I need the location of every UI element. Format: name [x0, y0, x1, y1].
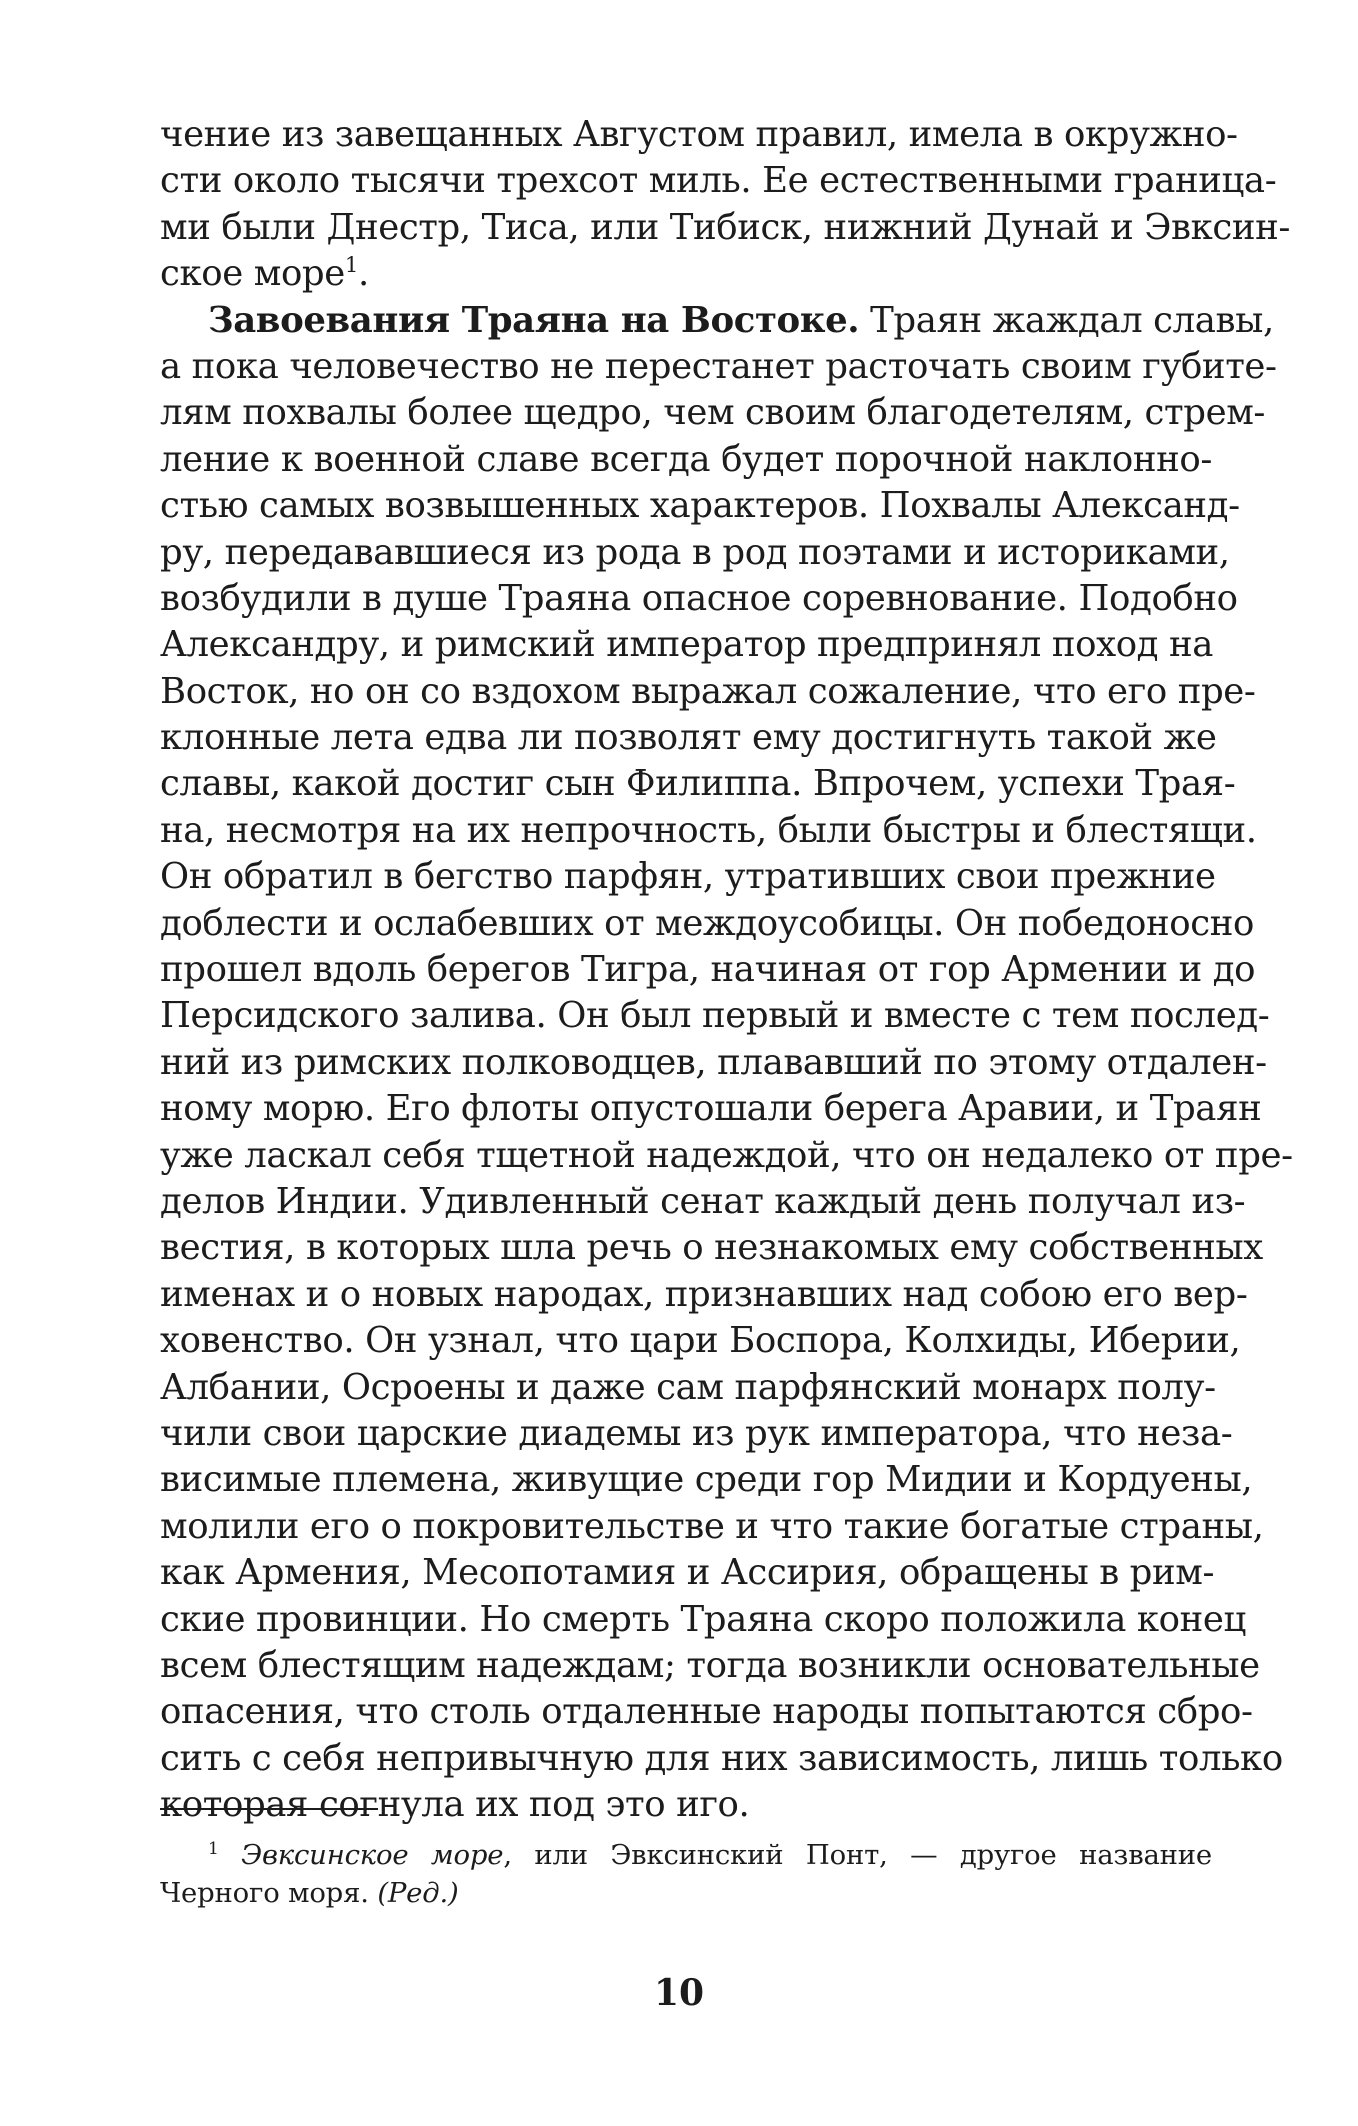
- text-line: чение из завещанных Августом правил, имела в окружно-: [160, 114, 1238, 155]
- text-line: на, несмотря на их непрочность, были быстры и блестящи.: [160, 809, 1257, 851]
- text-line: именах и о новых народах, признавших над собою его вер-: [160, 1273, 1248, 1315]
- text-line: [160, 298, 1274, 344]
- text-line: Александру, и римский император предпринял поход на: [160, 624, 1214, 666]
- footnote-term: Эвксинское море: [241, 1839, 504, 1871]
- text-line: [160, 251, 1212, 297]
- text-line: всем блестящим надеждам; тогда возникли основательные: [160, 1644, 1260, 1686]
- text-line: сить с себя непривычную для них зависимость, лишь только: [160, 1737, 1283, 1779]
- editor-note: (Ред.): [377, 1877, 459, 1909]
- text-line: сти около тысячи трехсот миль. Ее естественными граница-: [160, 160, 1277, 202]
- text-line: стью самых возвышенных характеров. Похвалы Александ-: [160, 485, 1240, 527]
- text-line: висимые племена, живущие среди гор Мидии и Кордуены,: [160, 1459, 1253, 1501]
- text-line: ские провинции. Но смерть Траяна скоро положила конец: [160, 1598, 1246, 1640]
- text-line: делов Индии. Удивленный сенат каждый день получал из-: [160, 1180, 1246, 1222]
- text-line: чили свои царские диадемы из рук императора, что неза-: [160, 1412, 1233, 1454]
- text-line: вестия, в которых шла речь о незнакомых ему собственных: [160, 1227, 1263, 1269]
- main-text: [160, 112, 1293, 1828]
- footnote-text-end: Черного моря.: [160, 1877, 378, 1909]
- paragraph-end-period: .: [358, 253, 369, 295]
- text-line: ление к военной славе всегда будет порочной наклонно-: [160, 438, 1212, 480]
- text-line: Он обратил в бегство парфян, утративших свои прежние: [160, 856, 1216, 898]
- section-heading: Завоевания Траяна на Востоке.: [208, 299, 860, 341]
- text-line: доблести и ослабевших от междоусобицы. Он победоносно: [160, 902, 1254, 944]
- text-line: уже ласкал себя тщетной надеждой, что он недалеко от пре-: [160, 1134, 1293, 1176]
- text-line: ному морю. Его флоты опустошали берега Аравии, и Траян: [160, 1088, 1262, 1130]
- text-line: ру, передававшиеся из рода в род поэтами и историками,: [160, 531, 1230, 573]
- text-line: а пока человечество не перестанет расточать своим губите-: [160, 345, 1277, 387]
- text-line: клонные лета едва ли позволят ему достигнуть такой же: [160, 717, 1217, 759]
- paragraph-end: ское море: [160, 253, 345, 295]
- footnote-marker: 1: [208, 1838, 219, 1859]
- heading-continuation: Траян жаждал славы,: [859, 299, 1274, 341]
- text-line: ми были Днестр, Тиса, или Тибиск, нижний Дунай и Эвксин-: [160, 206, 1290, 248]
- footnote-line: [160, 1836, 1212, 1874]
- text-line: Персидского залива. Он был первый и вместе с тем послед-: [160, 995, 1270, 1037]
- text-line: прошел вдоль берегов Тигра, начиная от гор Армении и до: [160, 949, 1256, 991]
- text-line: как Армения, Месопотамия и Ассирия, обращены в рим-: [160, 1552, 1215, 1594]
- text-line: опасения, что столь отдаленные народы попытаются сбро-: [160, 1691, 1253, 1733]
- text-line: ховенство. Он узнал, что цари Боспора, Колхиды, Иберии,: [160, 1320, 1241, 1362]
- footnote-reference: 1: [344, 253, 359, 279]
- text-line: возбудили в душе Траяна опасное соревнование. Подобно: [160, 577, 1238, 619]
- footnote-line: [160, 1874, 1212, 1912]
- text-line: лям похвалы более щедро, чем своим благодетелям, стрем-: [160, 392, 1266, 434]
- footnote-divider: [160, 1808, 378, 1810]
- page-number: 10: [653, 1972, 705, 2014]
- text-line: ний из римских полководцев, плававший по этому отдален-: [160, 1041, 1267, 1083]
- text-line: Албании, Осроены и даже сам парфянский монарх полу-: [160, 1366, 1216, 1408]
- text-line: молили его о покровительстве и что такие богатые страны,: [160, 1505, 1264, 1547]
- footnote: [160, 1836, 1212, 1912]
- text-line: славы, какой достиг сын Филиппа. Впрочем, успехи Трая-: [160, 763, 1236, 805]
- text-line: Восток, но он со вздохом выражал сожаление, что его пре-: [160, 670, 1256, 712]
- footnote-text: , или Эвксинский Понт, — другое название: [503, 1839, 1213, 1871]
- text-line: которая согнула их под это иго.: [160, 1784, 750, 1826]
